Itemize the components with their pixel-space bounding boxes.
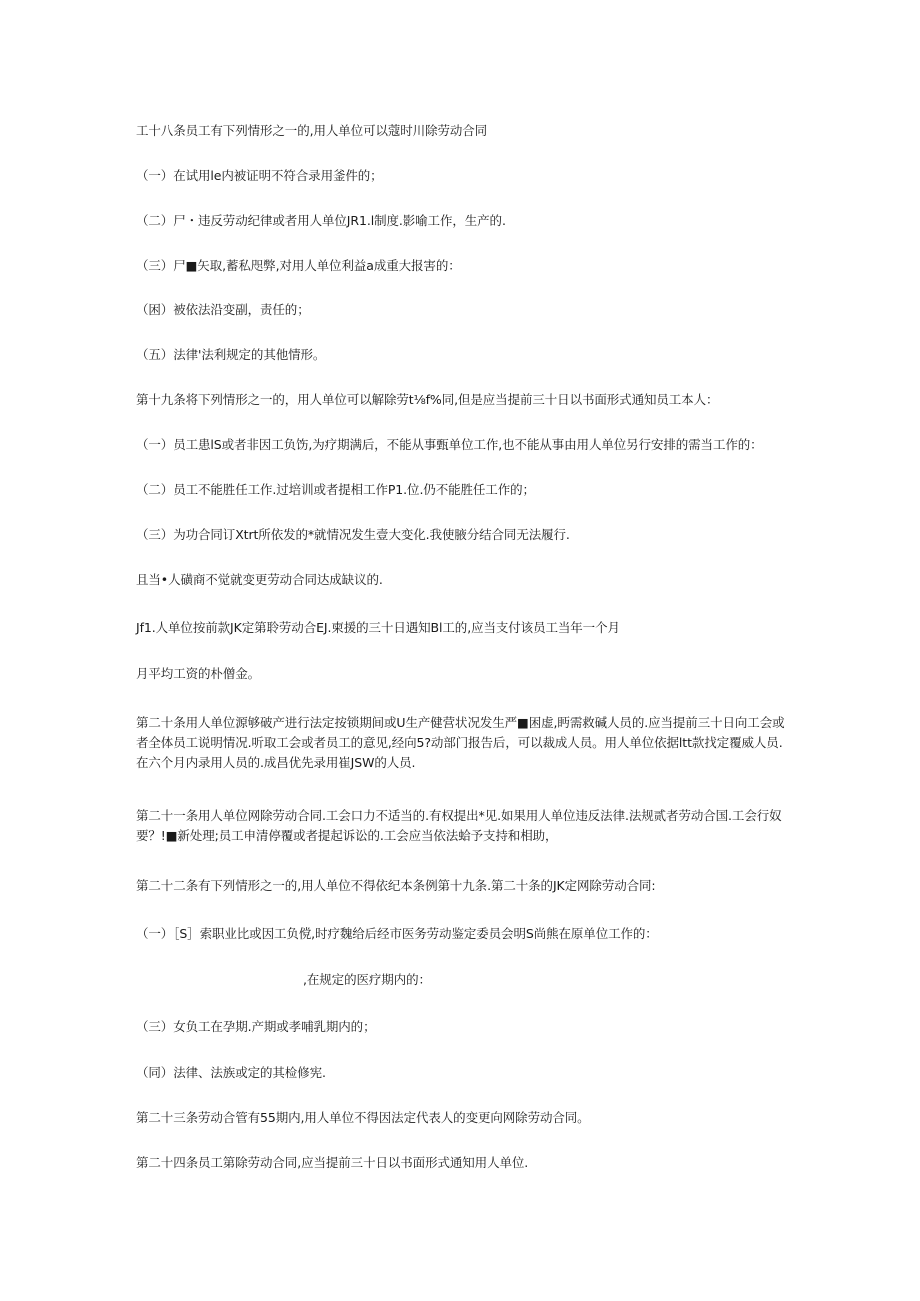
article-22-item-4: （同）法律、法族或定的其检修宪. bbox=[136, 1065, 326, 1080]
article-19-item-2: （二）员工不能胜任工作.过培训或者提相工作P1.位.仍不能胜任工作的； bbox=[136, 482, 535, 497]
article-19-item-3: （三）为功合同订Xtrt所依发的*就情况发生壹大变化.我使腋分结合同无法履行. bbox=[136, 527, 570, 542]
article-22-item-3: （三）女负工在孕期.产期或孝哺乳期内的； bbox=[136, 1019, 376, 1034]
article-19-item-1: （一）员工患lS或者非因工负饬,为疗期满后，不能从事甄单位工作,也不能从事由用人单位另行安排的需当工作的： bbox=[136, 437, 763, 452]
article-20: 第二十条用人单位源够破产进行法定按锁期间或U生产健营状况发生严■困虚,眄需救碱人员的.应当提前三十日向工会或者全体员工说明情况.听取工会或者员工的意见,经向5?动部门报告后，可以裁成人员。用人单位依据ltt款找定覆威人员.在六个月内录用人员的.成昌优先录用崔JSW的人员. bbox=[136, 715, 785, 770]
article-24: 第二十四条员工第除劳动合同,应当提前三十日以书面形式通知用人单位. bbox=[136, 1155, 529, 1170]
article-18-heading: 工十八条员工有下列情形之一的,用人单位可以蔻时川除劳动合同 bbox=[136, 123, 488, 138]
article-19-compensation-cont: 月平均工资的朴僧金。 bbox=[136, 666, 261, 681]
article-19-compensation: Jf1.人单位按前款JK定第聆劳动合EJ.柬援的三十日遇知Bl工的,应当支付该员工当年一个月 bbox=[136, 620, 620, 635]
article-23: 第二十三条劳动合管有55期内,用人单位不得因法定代表人的变更向网除劳动合同。 bbox=[136, 1110, 590, 1125]
article-18-item-1: （一）在试用le内被证明不符合录用釜件的； bbox=[136, 168, 383, 183]
article-21: 第二十一条用人单位网除劳动合同.工会口力不适当的.有权提出*见.如果用人单位违反法律.法规贰者劳动合国.工会行奴要？!■新处理;员工申清停覆或者提起诉讼的.工会应当依法蛤予支持和相助， bbox=[136, 808, 782, 843]
article-19-heading: 第十九条将下列情形之一的，用人单位可以解除劳t⅛f%同,但是应当提前三十日以书面形式通知员工本人： bbox=[136, 392, 719, 407]
article-22-item-1: （一）［S］索职业比或因工负傥,时疗魏给后经市医务劳动鉴定委员会明S尚熊在原单位工作的： bbox=[136, 926, 658, 941]
article-18-item-4: （困）被依法沿变副，责任的； bbox=[136, 302, 310, 317]
article-18-item-5: （五）法律'法利规定的其他情形。 bbox=[136, 347, 326, 362]
article-22-heading: 第二十二条有下列情形之一的,用人单位不得依纪本条例第十九条.第二十条的JK定网除劳动合同: bbox=[136, 878, 656, 893]
article-19-item-3-cont: 且当•人磺商不觉就变更劳动合同达成缺议的. bbox=[136, 572, 383, 587]
article-18-item-3: （三）尸■矢取,蓄私咫弊,对用人单位利益a成重大报害的： bbox=[136, 258, 461, 273]
article-18-item-2: （二）尸・违反劳动纪律或者用人单位JR1.l制度.影喻工作，生产的. bbox=[136, 213, 506, 228]
article-22-item-2: ,在规定的医疗期内的： bbox=[303, 972, 431, 987]
